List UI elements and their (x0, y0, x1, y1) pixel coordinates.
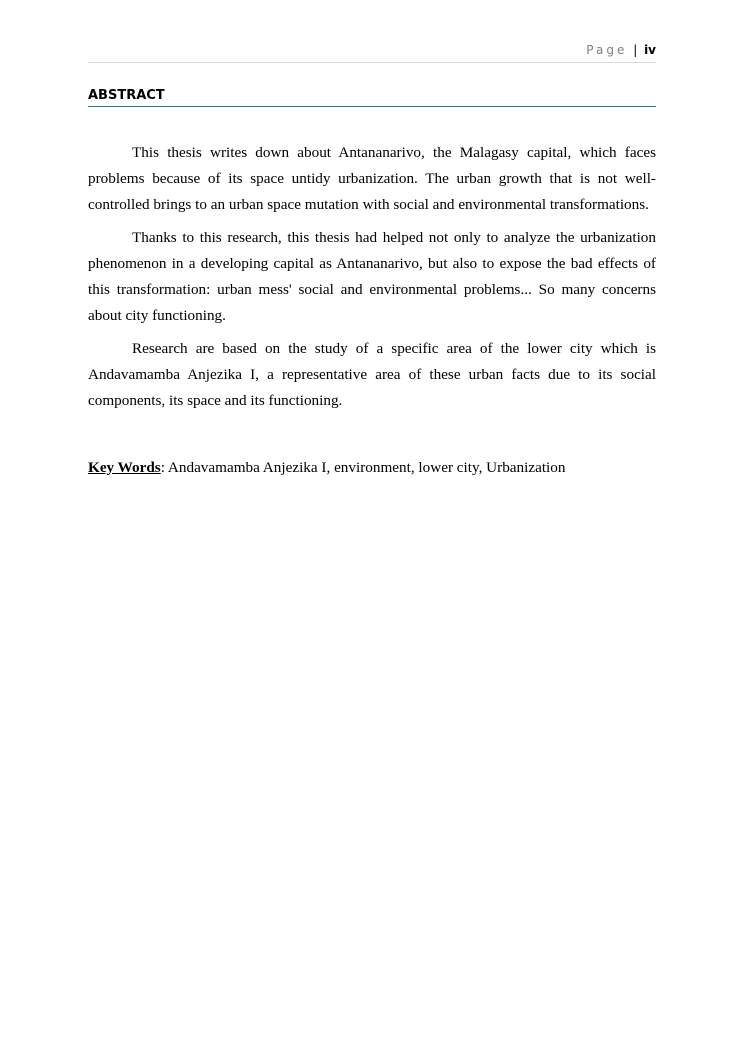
keywords-line (88, 455, 656, 481)
abstract-paragraph-1: This thesis writes down about Antananarivo, the Malagasy capital, which faces problems because of its space untidy urbanization. The urban growth that is not well-controlled brings to an urban space mutation with social and environmental transformations. (88, 144, 656, 213)
keywords-label: Key Words (88, 459, 161, 476)
abstract-paragraph-3: Research are based on the study of a specific area of the lower city which is Andavamamba Anjezika I, a representative area of these urban facts due to its social components, its space and its functioning. (88, 340, 656, 409)
abstract-body (88, 140, 656, 421)
page-label: Page (586, 43, 628, 57)
page-number-value: iv (644, 43, 656, 57)
abstract-paragraph-2: Thanks to this research, this thesis had helped not only to analyze the urbanization phenomenon in a developing capital as Antananarivo, but also to expose the bad effects of this transformation: urban mess' social and environmental problems... So many concerns about city functioning. (88, 229, 656, 324)
keywords-separator: : (160, 459, 165, 476)
section-heading: ABSTRACT (88, 88, 165, 103)
page-number (586, 43, 656, 57)
page-separator: | (633, 43, 638, 57)
section-heading-container (88, 87, 656, 107)
page-header (88, 40, 656, 63)
keywords-text: Andavamamba Anjezika I, environment, lower city, Urbanization (164, 459, 566, 476)
